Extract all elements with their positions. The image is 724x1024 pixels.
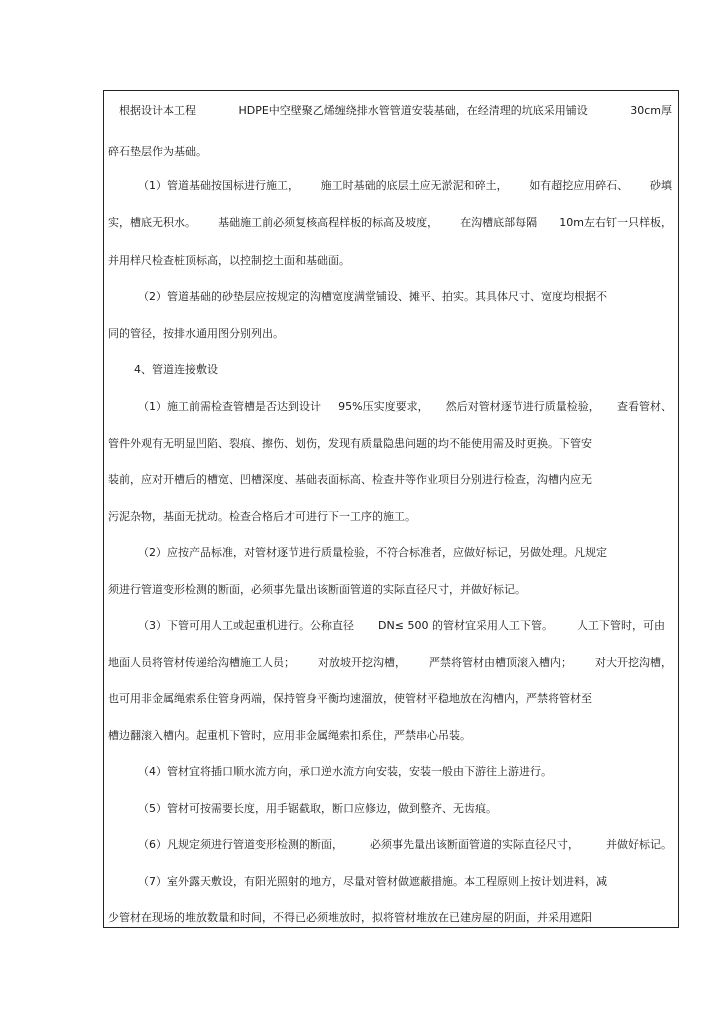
text-line-4 bbox=[108, 216, 672, 230]
text-line-15 bbox=[138, 619, 665, 633]
text-line-22 bbox=[138, 875, 607, 889]
text-line-19 bbox=[138, 765, 552, 779]
text-segment: （7）室外露天敷设，有阳光照射的地方，尽量对管材做遮蔽措施。本工程原则上按计划进料，减 bbox=[138, 875, 607, 888]
text-line-13 bbox=[138, 546, 607, 560]
text-segment: DN≤ 500 的管材宜采用人工下管。 bbox=[378, 619, 553, 632]
text-line-10 bbox=[108, 437, 592, 451]
text-segment: （1）施工前需检查管槽是否达到设计 bbox=[138, 400, 321, 413]
text-segment: 碎石垫层作为基础。 bbox=[108, 145, 207, 158]
text-segment: （6）凡规定须进行管道变形检测的断面， bbox=[138, 838, 343, 851]
text-segment: 人工下管时，可由 bbox=[577, 619, 665, 632]
text-segment: 须进行管道变形检测的断面，必须事先量出该断面管道的实际直径尺寸，并做好标记。 bbox=[108, 583, 526, 596]
text-segment: 在沟槽底部每隔 bbox=[460, 216, 538, 229]
text-line-9 bbox=[138, 400, 672, 414]
text-segment: 95%压实度要求， bbox=[338, 400, 429, 413]
section-heading bbox=[134, 363, 218, 377]
text-segment: 基础施工前必须复核高程样板的标高及坡度， bbox=[218, 216, 439, 229]
text-segment: 30cm厚 bbox=[630, 104, 672, 117]
text-segment: 装前，应对开槽后的槽宽、凹槽深度、基础表面标高、检查井等作业项目分别进行检查，沟槽内应无 bbox=[108, 473, 592, 486]
text-segment: 也可用非金属绳索系住管身两端，保持管身平衡均速溜放，使管材平稳地放在沟槽内，严禁将管材至 bbox=[108, 692, 592, 705]
text-line-11 bbox=[108, 473, 592, 487]
text-line-7 bbox=[108, 327, 284, 341]
text-segment: 实，槽底无积水。 bbox=[108, 216, 196, 229]
text-segment: 严禁将管材由槽顶滚入槽内； bbox=[429, 656, 572, 669]
text-segment: （2）应按产品标准，对管材逐节进行质量检验，不符合标准者，应做好标记，另做处理。凡规定 bbox=[138, 546, 607, 559]
text-line-5 bbox=[108, 254, 350, 268]
text-segment: （3）下管可用人工或起重机进行。公称直径 bbox=[138, 619, 354, 632]
text-segment: 然后对管材逐节进行质量检验， bbox=[445, 400, 600, 413]
text-line-3 bbox=[138, 179, 672, 193]
text-line-14 bbox=[108, 583, 526, 597]
text-line-18 bbox=[108, 729, 471, 743]
text-segment: 查看管材、 bbox=[616, 400, 672, 413]
text-segment: 槽边翻滚入槽内。起重机下管时，应用非金属绳索扣系住，严禁串心吊装。 bbox=[108, 729, 471, 742]
text-line-23 bbox=[108, 911, 592, 925]
text-segment: 并用样尺检查桩顶标高，以控制挖土面和基础面。 bbox=[108, 254, 350, 267]
text-segment: 4、管道连接敷设 bbox=[134, 363, 218, 376]
text-line-1 bbox=[119, 104, 672, 118]
text-segment: 根据设计本工程 bbox=[119, 104, 196, 117]
text-segment: 管件外观有无明显凹陷、裂痕、擦伤、划伤，发现有质量隐患问题的均不能使用需及时更换。下管安 bbox=[108, 437, 592, 450]
text-line-2 bbox=[108, 145, 207, 159]
text-line-6 bbox=[138, 290, 607, 304]
text-segment: 施工时基础的底层土应无淤泥和碎土， bbox=[320, 179, 508, 192]
text-line-20 bbox=[138, 802, 497, 816]
text-segment: 对放坡开挖沟槽， bbox=[318, 656, 406, 669]
text-segment: （2）管道基础的砂垫层应按规定的沟槽宽度满堂铺设、摊平、拍实。其具体尺寸、宽度均根据不 bbox=[138, 290, 607, 303]
text-segment: 必须事先量出该断面管道的实际直径尺寸， bbox=[370, 838, 579, 851]
text-segment: 砂填 bbox=[649, 179, 672, 192]
text-segment: （4）管材宜将插口顺水流方向，承口逆水流方向安装，安装一般由下游往上游进行。 bbox=[138, 765, 552, 778]
text-segment: 对大开挖沟槽， bbox=[595, 656, 672, 669]
text-segment: 污泥杂物，基面无扰动。检查合格后才可进行下一工序的施工。 bbox=[108, 510, 416, 523]
text-line-17 bbox=[108, 692, 592, 706]
text-segment: 并做好标记。 bbox=[606, 838, 672, 851]
text-line-12 bbox=[108, 510, 416, 524]
text-segment: （1）管道基础按国标进行施工， bbox=[138, 179, 299, 192]
text-segment: HDPE中空壁聚乙烯缠绕排水管管道安装基础，在经清理的坑底采用铺设 bbox=[238, 104, 588, 117]
text-segment: 同的管径，按排水通用图分别列出。 bbox=[108, 327, 284, 340]
text-segment: （5）管材可按需要长度，用手锯截取，断口应修边，做到整齐、无齿痕。 bbox=[138, 802, 497, 815]
text-segment: 如有超挖应用碎石、 bbox=[529, 179, 629, 192]
text-segment: 少管材在现场的堆放数量和时间，不得已必须堆放时，拟将管材堆放在已建房屋的阴面，并采用遮阳 bbox=[108, 911, 592, 924]
text-line-16 bbox=[108, 656, 672, 670]
text-segment: 10m左右钉一只样板， bbox=[559, 216, 672, 229]
text-line-21 bbox=[138, 838, 672, 852]
text-segment: 地面人员将管材传递给沟槽施工人员； bbox=[108, 656, 295, 669]
